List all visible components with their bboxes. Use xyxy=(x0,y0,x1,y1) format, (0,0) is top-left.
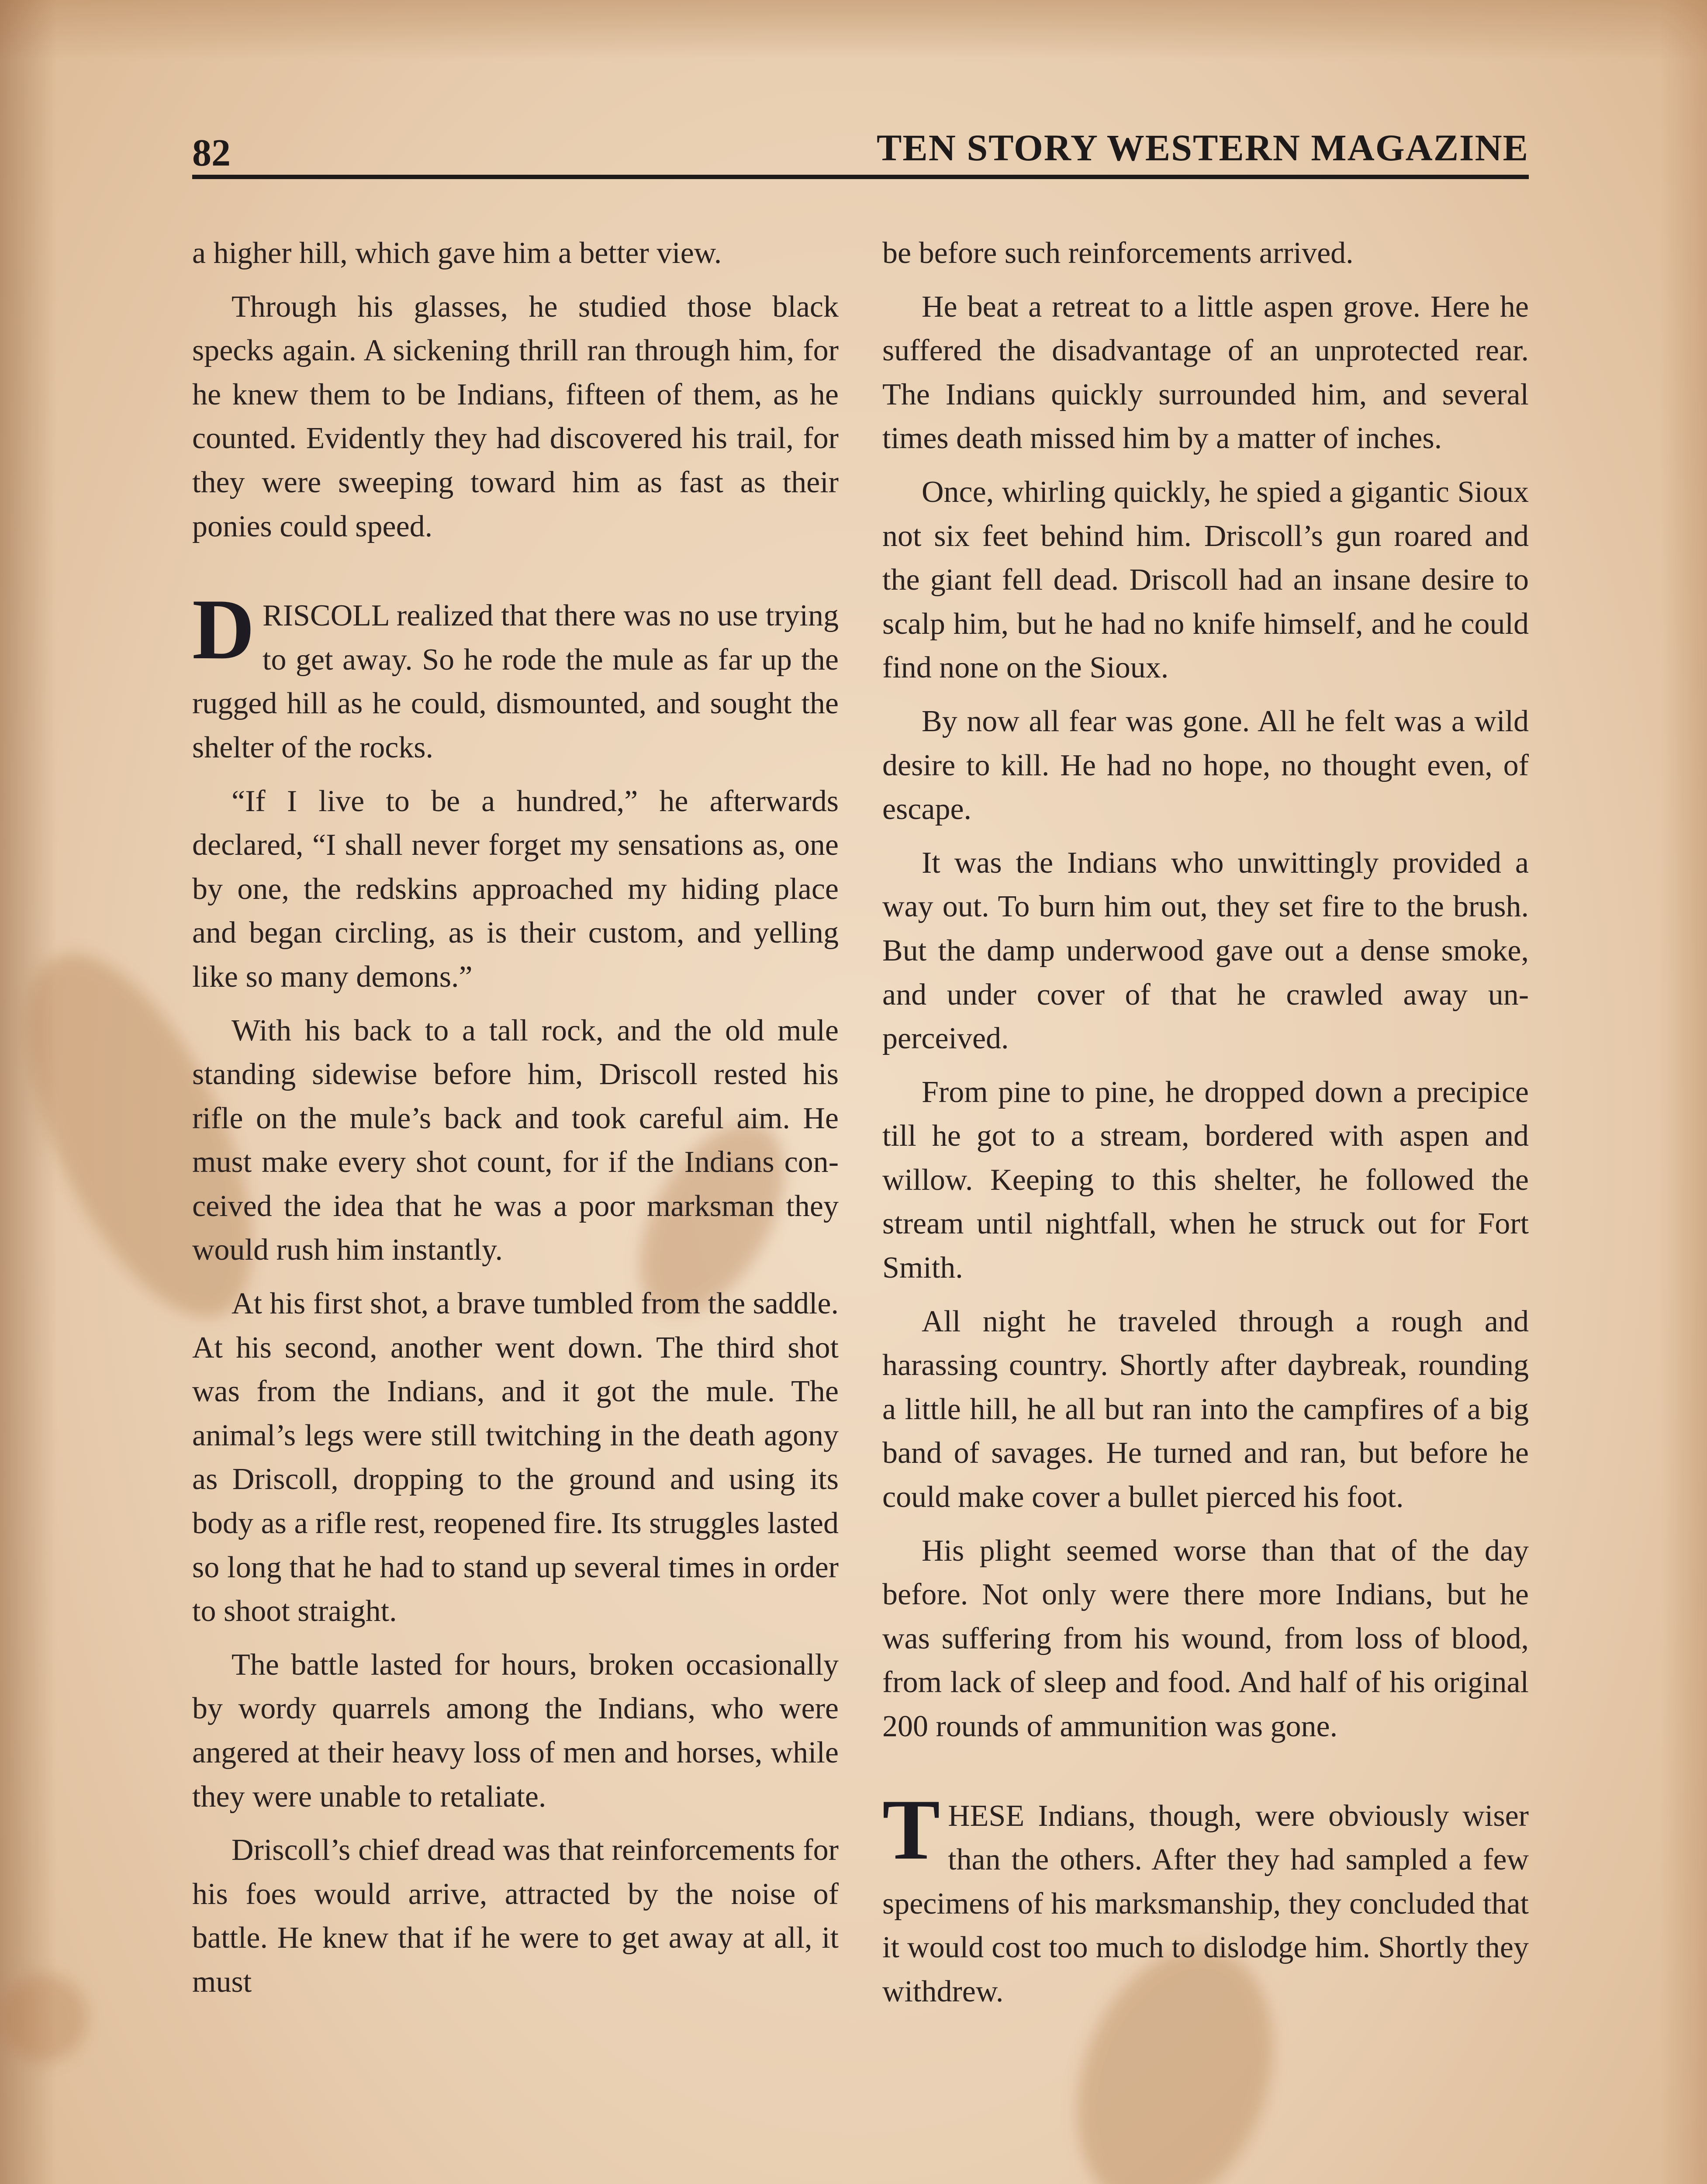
paragraph: be before such reinforcements arrived. xyxy=(882,236,1354,270)
paragraph: At his first shot, a brave tumbled from the saddle. At his second, another went down. The third shot was from the Indians, and it got the mule. The animal’s legs were still twitching in the death agony as Driscoll, dropping to the ground and using its body as a rifle rest, reopened fire. Its struggles lasted so long that he had to stand up several times in order to shoot straight. xyxy=(192,1287,839,1628)
page-number: 82 xyxy=(192,132,231,174)
drop-cap: D xyxy=(192,581,255,677)
paragraph-text: RISCOLL realized that there was no use trying to get away. So he rode the mule as far up the rugged hill as he could, dismounted, and sought the shelter of the rocks. xyxy=(192,599,839,764)
paragraph: With his back to a tall rock, and the old mule standing sidewise before him, Driscoll rested his rifle on the mule’s back and took careful aim. He must make every shot count, for if the Indians conceived the idea that he was a poor marksman they would rush him instantly. xyxy=(192,1013,839,1267)
left-column xyxy=(192,232,839,2014)
paragraph: Driscoll’s chief dread was that reinforcements for his foes would arrive, attracted by the noise of battle. He knew that if he were to get away at all, it must xyxy=(192,1833,839,1999)
running-head: TEN STORY WESTERN MAGAZINE xyxy=(876,127,1529,169)
paper-edge-right xyxy=(1659,0,1707,2184)
paragraph: All night he traveled through a rough and harassing country. Shortly after daybreak, rounding a little hill, he all but ran into the campfires of a big band of savages. He turned and ran, but before he could make cover a bullet pierced his foot. xyxy=(882,1304,1529,1514)
drop-cap: T xyxy=(882,1781,940,1877)
paragraph: a higher hill, which gave him a better view. xyxy=(192,236,722,270)
header-rule xyxy=(192,175,1529,179)
paper-stain xyxy=(0,1974,87,2062)
paragraph-text: HESE Indians, though, were obviously wiser than the others. After they had sampled a few specimens of his marksmanship, they concluded that it would cost too much to dislodge him. Shortly they withdrew. xyxy=(882,1799,1529,2008)
paragraph: It was the Indians who unwittingly provided a way out. To burn him out, they set fire to the brush. But the damp underwood gave out a dense smoke, and under cover of that he crawled away unperceived. xyxy=(882,846,1529,1056)
paper-edge-top xyxy=(0,0,1707,61)
paragraph: He beat a retreat to a little aspen grove. Here he suffered the disadvantage of an unprotected rear. The Indians quickly surrounded him, and several times death missed him by a matter of inches. xyxy=(882,290,1529,456)
paragraph: His plight seemed worse than that of the day before. Not only were there more Indians, but he was suffering from his wound, from loss of blood, from lack of sleep and food. And half of his original 200 rounds of ammunition was gone. xyxy=(882,1534,1529,1743)
paragraph: “If I live to be a hundred,” he afterwards declared, “I shall never forget my sensations as, one by one, the redskins approached my hiding place and began circling, as is their custom, and yelling like so many demons.” xyxy=(192,784,839,994)
paragraph: Through his glasses, he studied those black specks again. A sickening thrill ran through him, for he knew them to be Indians, fifteen of them, as he counted. Evidently they had discovered his trail, for they were sweeping toward him as fast as their ponies could speed. xyxy=(192,290,839,543)
paragraph-dropcap xyxy=(882,1781,1529,2014)
paragraph: By now all fear was gone. All he felt was a wild desire to kill. He had no hope, no thought even, of escape. xyxy=(882,704,1529,826)
paragraph: Once, whirling quickly, he spied a gigantic Sioux not six feet behind him. Driscoll’s gun roared and the giant fell dead. Driscoll had an insane desire to scalp him, but he had no knife himself, and he could find none on the Sioux. xyxy=(882,475,1529,685)
paragraph-dropcap xyxy=(192,581,839,770)
right-column xyxy=(882,232,1529,2024)
paragraph: The battle lasted for hours, broken occasionally by wordy quarrels among the Indians, who were angered at their heavy loss of men and horses, while they were unable to retaliate. xyxy=(192,1648,839,1814)
paragraph: From pine to pine, he dropped down a precipice till he got to a stream, bordered with aspen and willow. Keeping to this shelter, he followed the stream until nightfall, when he struck out for Fort Smith. xyxy=(882,1075,1529,1285)
page-header xyxy=(192,118,1529,183)
